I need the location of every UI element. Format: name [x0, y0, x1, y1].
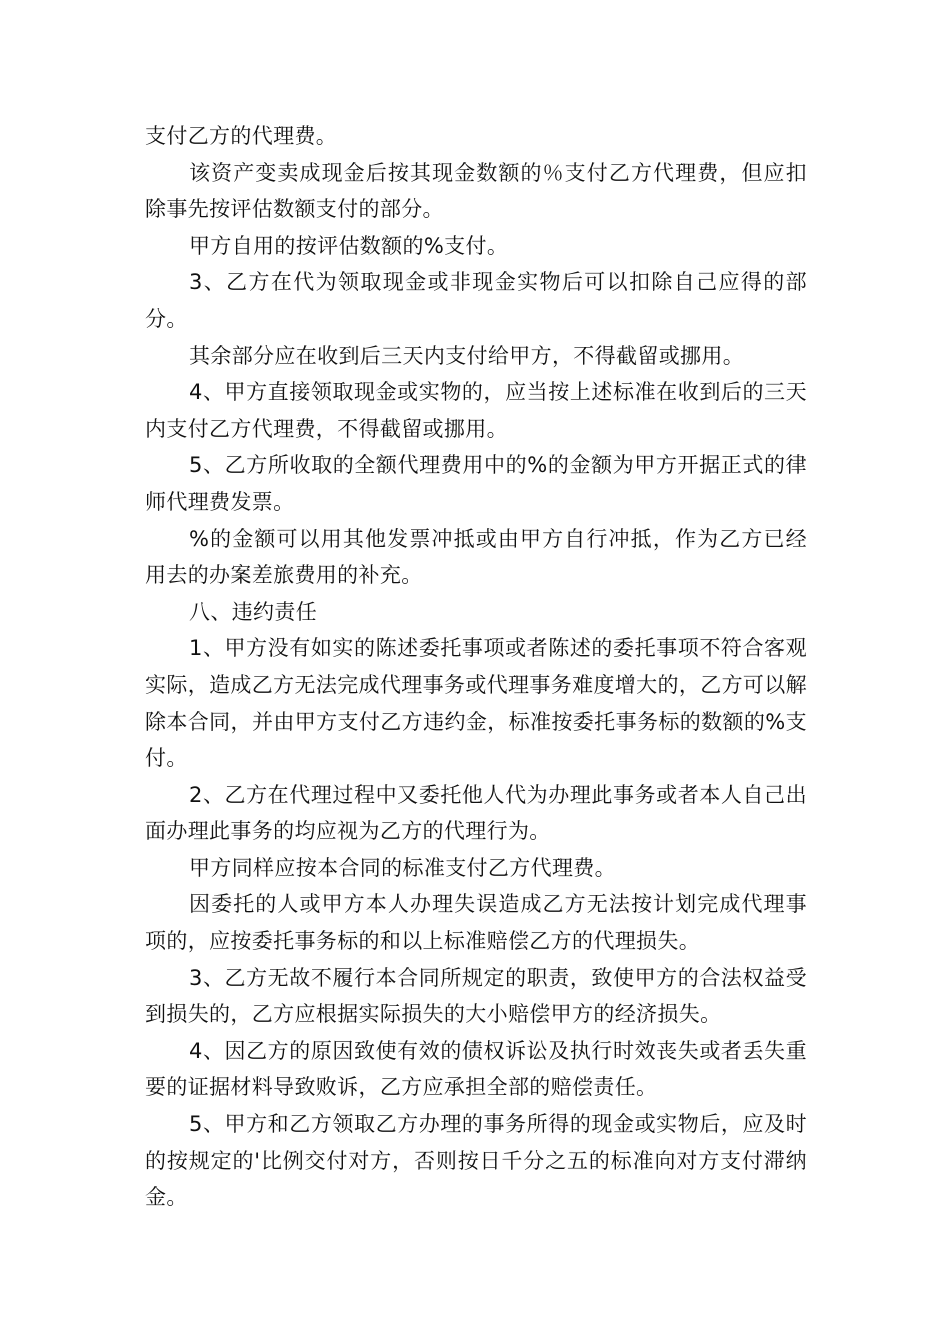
- paragraph-14: 3、乙方无故不履行本合同所规定的职责，致使甲方的合法权益受到损失的，乙方应根据实际损失的大小赔偿甲方的经济损失。: [145, 965, 807, 1027]
- paragraph-1: 支付乙方的代理费。: [145, 124, 338, 148]
- paragraph-5: 其余部分应在收到后三天内支付给甲方，不得截留或挪用。: [189, 343, 745, 368]
- document-body: [145, 118, 807, 1216]
- paragraph-12: 甲方同样应按本合同的标准支付乙方代理费。: [189, 855, 616, 880]
- paragraph-15: 4、因乙方的原因致使有效的债权诉讼及执行时效丧失或者丢失重要的证据材料导致败诉，乙方应承担全部的赔偿责任。: [145, 1038, 807, 1100]
- paragraph-6: 4、甲方直接领取现金或实物的，应当按上述标准在收到后的三天内支付乙方代理费，不得截留或挪用。: [145, 380, 807, 441]
- paragraph-16: 5、甲方和乙方领取乙方办理的事务所得的现金或实物后，应及时的按规定的'比例交付对方，否则按日千分之五的标准向对方支付滞纳金。: [145, 1112, 807, 1210]
- paragraph-11: 2、乙方在代理过程中又委托他人代为办理此事务或者本人自己出面办理此事务的均应视为乙方的代理行为。: [145, 782, 807, 844]
- paragraph-2: 该资产变卖成现金后按其现金数额的％支付乙方代理费，但应扣除事先按评估数额支付的部分。: [145, 160, 807, 222]
- paragraph-4: 3、乙方在代为领取现金或非现金实物后可以扣除自己应得的部分。: [145, 270, 807, 331]
- paragraph-13: 因委托的人或甲方本人办理失误造成乙方无法按计划完成代理事项的，应按委托事务标的和以上标准赔偿乙方的代理损失。: [145, 892, 807, 954]
- paragraph-10: 1、甲方没有如实的陈述委托事项或者陈述的委托事项不符合客观实际，造成乙方无法完成代理事务或代理事务难度增大的，乙方可以解除本合同，并由甲方支付乙方违约金，标准按委托事务标的数额的%支付。: [145, 636, 807, 771]
- section-heading-breach-liability: 八、违约责任: [189, 599, 318, 624]
- paragraph-7: 5、乙方所收取的全额代理费用中的%的金额为甲方开据正式的律师代理费发票。: [145, 453, 807, 514]
- paragraph-3: 甲方自用的按评估数额的%支付。: [189, 233, 509, 258]
- paragraph-8: %的金额可以用其他发票冲抵或由甲方自行冲抵，作为乙方已经用去的办案差旅费用的补充。: [145, 526, 807, 588]
